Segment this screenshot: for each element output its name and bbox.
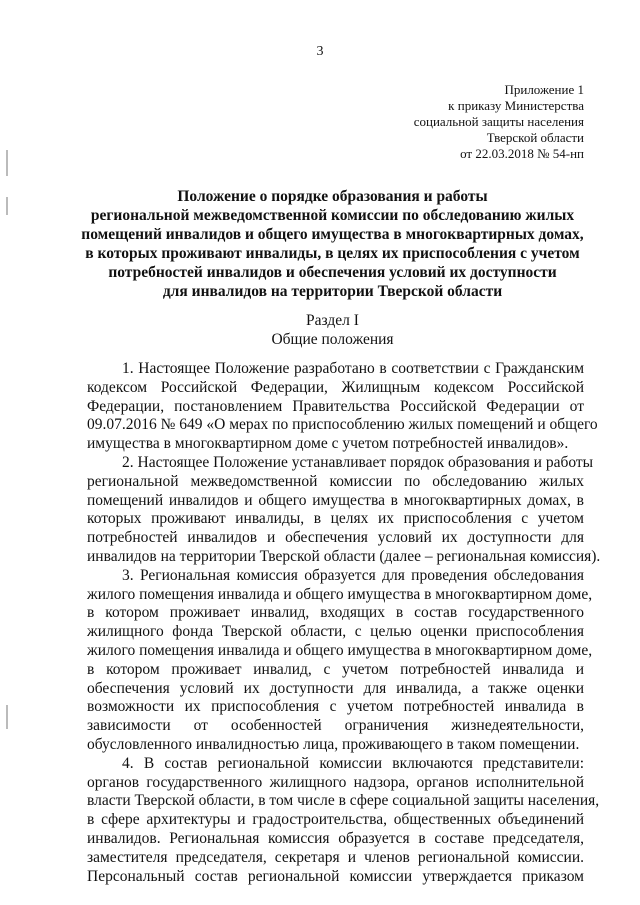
- appendix-line: Тверской области: [486, 130, 584, 145]
- paragraph-4: [87, 754, 600, 887]
- text-line: Федерации, постановлением Правительства Российской Федерации от: [87, 397, 584, 415]
- section-name: Общие положения: [271, 331, 394, 348]
- title-line: потребностей инвалидов и обеспечения условий их доступности: [108, 264, 557, 281]
- text-line: обусловленного инвалидностью лица, проживающего в таком помещении.: [87, 735, 580, 753]
- text-line: жилищного фонда Тверской области, с целью оценки приспособления: [87, 623, 584, 641]
- section-heading: [60, 311, 605, 349]
- text-line: в сфере архитектуры и градостроительства, общественных объединений: [87, 811, 584, 829]
- section-number: Раздел I: [306, 312, 359, 329]
- text-line: 09.07.2016 № 649 «О мерах по приспособлению жилых помещений и общего: [87, 416, 598, 434]
- paragraph-3: [87, 566, 593, 755]
- appendix-line: от 22.03.2018 № 54-нп: [460, 146, 584, 161]
- text-line: жилого помещения инвалида и общего имущества в многоквартирном доме,: [87, 585, 593, 603]
- text-line: кодексом Российской Федерации, Жилищным кодексом Российской: [87, 378, 584, 396]
- text-line: инвалидов на территории Тверской области (далее – региональная комиссия).: [87, 547, 601, 565]
- text-line: имущества в многоквартирном доме с учетом потребностей инвалидов».: [87, 435, 569, 453]
- appendix-block: [414, 82, 584, 162]
- margin-mark: [6, 705, 8, 729]
- document-title: [60, 187, 605, 301]
- margin-mark: [6, 197, 8, 215]
- text-line: 3. Региональная комиссия образуется для проведения обследования: [122, 566, 584, 584]
- title-line: в которых проживают инвалиды, в целях их приспособления с учетом: [85, 245, 580, 262]
- text-line: 4. В состав региональной комиссии включаются представители:: [122, 754, 584, 772]
- text-line: органов государственного жилищного надзора, органов исполнительной: [87, 773, 584, 791]
- title-line: Положение о порядке образования и работы: [177, 188, 488, 205]
- document-body: [87, 360, 601, 886]
- paragraph-1: [87, 360, 598, 454]
- page-number: 3: [316, 44, 324, 59]
- title-line: региональной межведомственной комиссии по обследованию жилых: [90, 207, 575, 224]
- text-line: 1. Настоящее Положение разработано в соответствии с Гражданским: [122, 360, 584, 377]
- text-line: возможности их приспособления с учетом потребностей инвалида в: [87, 698, 584, 716]
- text-line: зависимости от особенностей ограничения жизнедеятельности,: [87, 717, 584, 735]
- text-line: жилого помещения инвалида и общего имущества в многоквартирном доме,: [87, 641, 593, 659]
- text-line: заместителя председателя, секретаря и членов региональной комиссии.: [87, 848, 584, 866]
- text-line: в котором проживает инвалид, входящих в состав государственного: [87, 604, 584, 622]
- text-line: которых проживают инвалиды, в целях их приспособления с учетом: [87, 510, 584, 528]
- text-line: помещений инвалидов и общего имущества в многоквартирных домах, в: [87, 491, 584, 509]
- margin-marks: [6, 0, 10, 905]
- text-line: в котором проживает инвалид, с учетом потребностей инвалида и: [87, 660, 584, 678]
- appendix-line: к приказу Министерства: [448, 98, 584, 113]
- text-line: инвалидов. Региональная комиссия образуется в составе председателя,: [87, 829, 584, 847]
- text-line: обеспечения условий их доступности для инвалида, а также оценки: [87, 679, 584, 697]
- appendix-line: социальной защиты населения: [413, 114, 584, 129]
- title-line: помещений инвалидов и общего имущества в многоквартирных домах,: [81, 226, 584, 243]
- text-line: потребностей инвалидов и обеспечения условий их доступности для: [87, 529, 584, 547]
- text-line: региональной межведомственной комиссии по обследованию жилых: [87, 472, 584, 490]
- paragraph-2: [87, 453, 601, 567]
- appendix-line: Приложение 1: [504, 82, 584, 97]
- text-line: 2. Настоящее Положение устанавливает порядок образования и работы: [122, 453, 594, 471]
- title-line: для инвалидов на территории Тверской области: [162, 283, 503, 300]
- text-line: власти Тверской области, в том числе в сфере социальной защиты населения,: [87, 792, 600, 810]
- margin-mark: [6, 150, 8, 176]
- text-line: Персональный состав региональной комиссии утверждается приказом: [87, 867, 584, 885]
